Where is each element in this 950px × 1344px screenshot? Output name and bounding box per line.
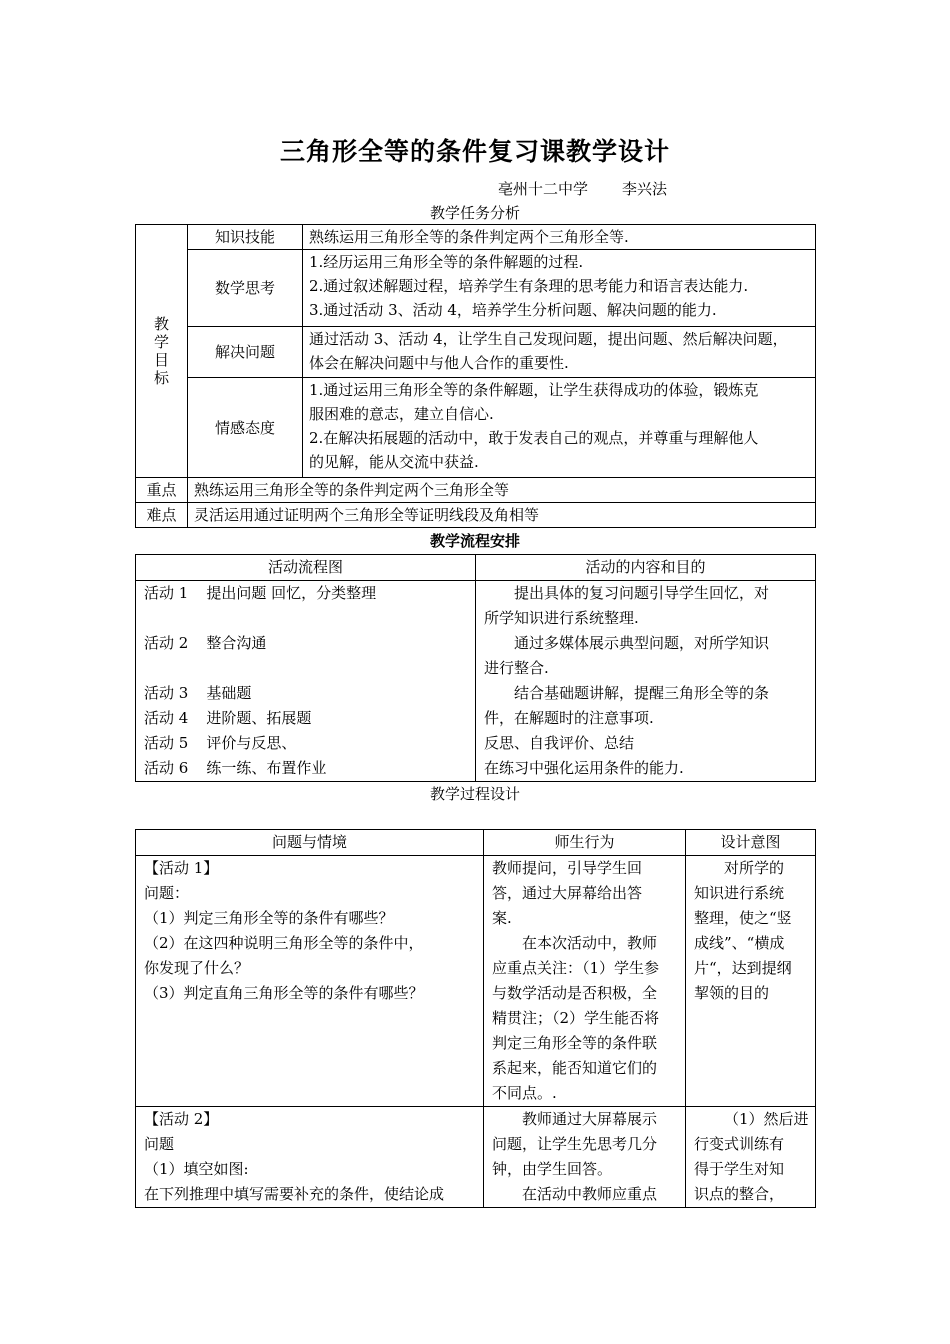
key-point-text: 熟练运用三角形全等的条件判定两个三角形全等 [188,478,816,503]
flow-content-line: 提出具体的复习问题引导学生回忆，对 [514,584,770,602]
section-title-flow: 教学流程安排 [429,532,520,550]
objective-content: 熟练运用三角形全等的条件判定两个三角形全等. [303,225,816,250]
activity-heading: 【活动 1】 [144,859,219,877]
activity-heading: 【活动 2】 [144,1110,219,1128]
objective-name: 知识技能 [188,225,303,250]
page-title: 三角形全等的条件复习课教学设计 [279,137,670,166]
objectives-label: 教学目标 [136,225,188,478]
objective-name: 解决问题 [188,327,303,378]
flow-content-line: 结合基础题讲解，提醒三角形全等的条 [514,684,770,702]
flow-content-list [476,581,816,782]
difficulty-label: 难点 [136,503,188,528]
flow-activity: 活动 6 练一练、布置作业 [144,759,327,777]
flow-activity: 活动 3 基础题 [144,684,252,702]
byline [498,178,667,199]
process-header: 设计意图 [686,830,816,856]
flow-header: 活动的内容和目的 [476,555,816,581]
activity2-intent: （1）然后进 行变式训练有 得于学生对知 识点的整合， [686,1107,816,1208]
flow-activity: 活动 4 进阶题、拓展题 [144,709,312,727]
process-header: 师生行为 [484,830,686,856]
objective-name: 数学思考 [188,250,303,327]
objective-content: 1.经历运用三角形全等的条件解题的过程. 2.通过叙述解题过程，培养学生有条理的思考能力和语言表达能力. 3.通过活动 3、活动 4，培养学生分析问题、解决问题的能力. [303,250,816,327]
activity1-intent: 对所学的 知识进行系统 整理，使之“竖 成线”、“横成 片“，达到提纲 挈领的目的 [686,856,816,1107]
flow-header: 活动流程图 [136,555,476,581]
school-name: 亳州十二中学 [498,180,589,198]
flow-table [135,554,816,782]
key-point-label: 重点 [136,478,188,503]
task-analysis-table [135,224,816,528]
activity1-behavior: 教师提问，引导学生回 答，通过大屏幕给出答 案. 在本次活动中，教师 应重点关注：（1）学生参 与数学活动是否积极，全 精贯注；（2）学生能否将 判定三角形全等的条件联 系起来，能否知道它们的 不同点。. [484,856,686,1107]
flow-activity-list [136,581,476,782]
section-title-task-analysis: 教学任务分析 [429,204,520,222]
process-header: 问题与情境 [136,830,484,856]
flow-activity: 活动 2 整合沟通 [144,634,267,652]
activity2-behavior: 教师通过大屏幕展示 问题，让学生先思考几分 钟，由学生回答。 在活动中教师应重点 [484,1107,686,1208]
flow-content-line: 在练习中强化运用条件的能力. [484,759,684,777]
difficulty-text: 灵活运用通过证明两个三角形全等证明线段及角相等 [188,503,816,528]
objective-content: 1.通过运用三角形全等的条件解题，让学生获得成功的体验，锻炼克 服困难的意志，建立自信心. 2.在解决拓展题的活动中，敢于发表自己的观点，并尊重与理解他人 的见解，能从交流中获益. [303,378,816,478]
objective-content: 通过活动 3、活动 4，让学生自己发现问题，提出问题、然后解决问题， 体会在解决问题中与他人合作的重要性. [303,327,816,378]
process-table [135,829,816,1208]
flow-content-line: 进行整合. [484,659,549,677]
flow-content-line: 所学知识进行系统整理. [484,609,639,627]
flow-content-line: 通过多媒体展示典型问题，对所学知识 [514,634,770,652]
flow-activity: 活动 5 评价与反思、 [144,734,297,752]
author-name: 李兴法 [622,180,668,198]
section-title-process: 教学过程设计 [429,785,520,803]
flow-content-line: 件，在解题时的注意事项. [484,709,654,727]
flow-activity: 活动 1 提出问题 回忆，分类整理 [144,584,377,602]
objective-name: 情感态度 [188,378,303,478]
flow-content-line: 反思、自我评价、总结 [484,734,635,752]
activity2-situation: 【活动 2】 问题 （1）填空如图: 在下列推理中填写需要补充的条件，使结论成 [136,1107,484,1208]
activity1-situation: 【活动 1】 问题： （1）判定三角形全等的条件有哪些？ （2）在这四种说明三角形全等的条件中， 你发现了什么？ （3）判定直角三角形全等的条件有哪些？ [136,856,484,1107]
